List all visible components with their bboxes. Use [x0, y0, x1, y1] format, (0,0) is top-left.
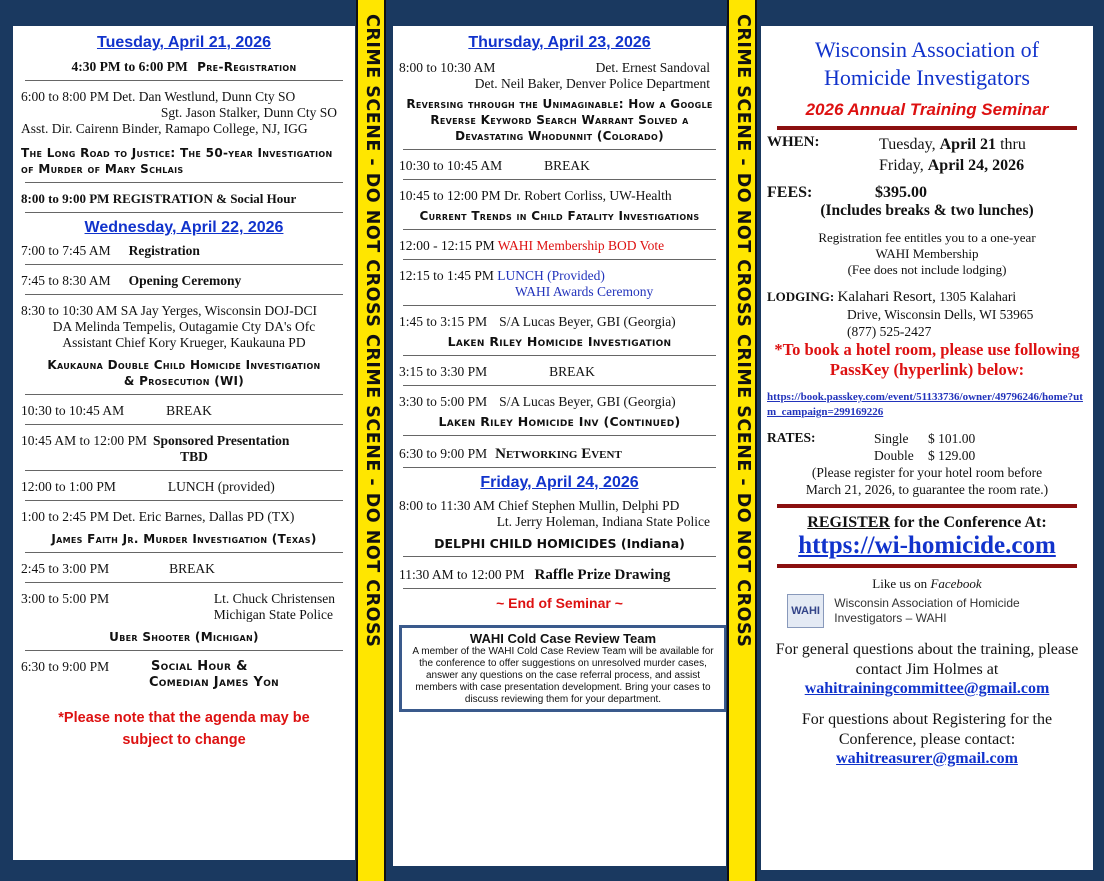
facebook-page-name[interactable]: Wisconsin Association of Homicide Investigators – WAHI — [834, 596, 1020, 625]
title-rule — [777, 126, 1077, 130]
wed-s3-time: 3:00 to 5:00 PM — [21, 591, 110, 606]
wed-s3-speaker1: Lt. Chuck Christensen — [213, 591, 335, 606]
tue-session1-speaker1: Det. Dan Westlund, Dunn Cty SO — [112, 89, 296, 104]
rates-label: RATES: — [767, 430, 816, 445]
divider — [403, 435, 716, 436]
cold-case-body: A member of the WAHI Cold Case Review Team will be available for the conference to offer suggestions on unresolved murder cases, answer any questions on the case referral process, and assist members with case presentation development. Bring your cases to discuss reviewing them for your department. — [412, 646, 714, 705]
register-word: REGISTER — [807, 514, 890, 531]
thu-break2-time: 3:15 to 3:30 PM — [399, 364, 488, 379]
thu-s3-title: Laken Riley Homicide Investigation — [447, 334, 672, 349]
treasurer-email[interactable]: wahitreasurer@gmail.com — [836, 750, 1018, 767]
lodging-phone: (877) 525-2427 — [847, 324, 932, 339]
divider — [25, 650, 343, 651]
prereg-label: Pre-Registration — [197, 60, 297, 74]
wed-sp-tbd: TBD — [180, 449, 208, 464]
divider — [25, 294, 343, 295]
when-line2-date: April 24, 2026 — [927, 157, 1025, 174]
wed-break2-time: 2:45 to 3:00 PM — [21, 561, 110, 576]
thu-s1-title: Reversing through the Unimaginable: How a Google Reverse Keyword Search Warrant Solved a Devastating Whodunnit (Colorado) — [406, 97, 713, 143]
wednesday-heading: Wednesday, April 22, 2026 — [84, 219, 284, 236]
fri-s1-line2: Lt. Jerry Holeman, Indiana State Police — [496, 514, 710, 529]
lodging-addr2: Drive, Wisconsin Dells, WI 53965 — [847, 307, 1034, 322]
when-line1-date: April 21 — [939, 136, 997, 153]
thursday-friday-panel — [393, 26, 726, 866]
thu-break2-label: BREAK — [549, 364, 595, 379]
lodging-name: Kalahari Resort, — [837, 289, 936, 305]
tue-registration-line: 8:00 to 9:00 PM REGISTRATION & Social Hour — [21, 191, 297, 206]
wed-break1-label: BREAK — [166, 403, 212, 418]
thu-break1-label: BREAK — [544, 158, 590, 173]
thursday-heading: Thursday, April 23, 2026 — [468, 34, 651, 51]
lodging-addr1: 1305 Kalahari — [939, 289, 1017, 304]
thu-break1-time: 10:30 to 10:45 AM — [399, 158, 503, 173]
prereg-time: 4:30 PM to 6:00 PM — [71, 59, 188, 74]
wed-lunch-label: LUNCH (provided) — [167, 479, 275, 494]
divider — [25, 424, 343, 425]
agenda-note: *Please note that the agenda may be subject to change — [58, 710, 310, 748]
training-email[interactable]: wahitrainingcommittee@gmail.com — [804, 680, 1050, 697]
thu-s1-speaker1: Det. Ernest Sandoval — [595, 60, 710, 75]
divider — [403, 305, 716, 306]
divider — [25, 264, 343, 265]
wed-s1-title: Kaukauna Double Child Homicide Investigation & Prosecution (WI) — [47, 358, 321, 388]
end-of-seminar: ~ End of Seminar ~ — [496, 595, 623, 611]
cold-case-box — [399, 625, 726, 712]
wed-social-label1: Social Hour & — [151, 659, 248, 674]
thu-s4-speaker: S/A Lucas Beyer, GBI (Georgia) — [499, 394, 676, 409]
wed-s2-title: James Faith Jr. Murder Investigation (Texas) — [51, 532, 317, 546]
wed-s1-line3: Assistant Chief Kory Krueger, Kaukauna PD — [62, 335, 306, 350]
thu-net-time: 6:30 to 9:00 PM — [399, 446, 488, 461]
reg-note2: WAHI Membership — [875, 246, 979, 261]
wed-s3-title: Uber Shooter (Michigan) — [109, 630, 259, 644]
reg-note3: (Fee does not include lodging) — [847, 262, 1007, 277]
fees-amount: $395.00 — [875, 184, 927, 201]
divider — [25, 80, 343, 81]
thu-s2-line: 10:45 to 12:00 PM Dr. Robert Corliss, UW-Health — [399, 188, 672, 203]
thu-s4-time: 3:30 to 5:00 PM — [399, 394, 488, 409]
tue-session1-time: 6:00 to 8:00 PM — [21, 89, 110, 104]
wed-sp-label: Sponsored Presentation — [153, 433, 290, 448]
passkey-link[interactable]: https://book.passkey.com/event/51133736/owner/49796246/home?utm_campaign=299169226 — [767, 391, 1083, 418]
when-line1-pre: Tuesday, — [879, 136, 936, 153]
reg-note1: Registration fee entitles you to a one-year — [818, 230, 1036, 245]
wed-s2-speaker: Det. Eric Barnes, Dallas PD (TX) — [112, 509, 295, 524]
wed-open-time: 7:45 to 8:30 AM — [21, 273, 111, 288]
thu-bod-label: WAHI Membership BOD Vote — [497, 238, 665, 253]
thu-awards-label: WAHI Awards Ceremony — [515, 284, 654, 299]
tape-text: CRIME SCENE - DO NOT CROSS CRIME SCENE - DO NOT CROSS — [733, 14, 753, 648]
when-line1-post: thru — [1000, 136, 1026, 153]
tape-text: CRIME SCENE - DO NOT CROSS CRIME SCENE - DO NOT CROSS — [362, 14, 382, 648]
org-name-line1: Wisconsin Association of — [815, 37, 1039, 62]
info-panel — [761, 26, 1093, 870]
double-price: $ 129.00 — [928, 448, 976, 463]
rates-note2: March 21, 2026, to guarantee the room rate.) — [805, 482, 1049, 497]
thu-lunch-label: LUNCH (Provided) — [497, 268, 605, 283]
divider — [25, 470, 343, 471]
divider — [25, 582, 343, 583]
crime-scene-tape-left — [356, 0, 386, 881]
thu-s1-speaker2: Det. Neil Baker, Denver Police Department — [474, 76, 710, 91]
register-rule-top — [777, 504, 1077, 508]
register-rule-bottom — [777, 564, 1077, 568]
divider — [403, 259, 716, 260]
tue-session1-title: The Long Road to Justice: The 50-year Investigation of Murder of Mary Schlais — [21, 146, 333, 176]
tuesday-wednesday-panel — [13, 26, 355, 860]
divider — [403, 149, 716, 150]
divider — [25, 500, 343, 501]
single-price: $ 101.00 — [928, 431, 976, 446]
divider — [25, 394, 343, 395]
rates-note1: (Please register for your hotel room before — [811, 465, 1043, 480]
cold-case-title: WAHI Cold Case Review Team — [469, 631, 657, 646]
book-note: *To book a hotel room, please use following PassKey (hyperlink) below: — [774, 340, 1080, 379]
wed-open-label: Opening Ceremony — [128, 273, 242, 288]
divider — [25, 212, 343, 213]
divider — [403, 556, 716, 557]
wed-s1-line1: 8:30 to 10:30 AM SA Jay Yerges, Wisconsin DOJ-DCI — [21, 303, 317, 318]
divider — [403, 229, 716, 230]
fees-note: (Includes breaks & two lunches) — [820, 202, 1034, 219]
fri-raffle-time: 11:30 AM to 12:00 PM — [399, 567, 525, 582]
org-name-line2: Homicide Investigators — [824, 65, 1030, 90]
website-link[interactable]: https://wi-homicide.com — [798, 532, 1056, 559]
seminar-title: 2026 Annual Training Seminar — [805, 100, 1049, 119]
facebook-word[interactable]: Facebook — [930, 576, 982, 591]
divider — [403, 467, 716, 468]
lodging-label: LODGING: — [767, 289, 835, 304]
tue-session1-speaker2: Sgt. Jason Stalker, Dunn Cty SO — [160, 105, 337, 120]
single-label: Single — [874, 431, 909, 446]
fees-label: FEES: — [767, 184, 813, 201]
general-questions: For general questions about the training, please contact Jim Holmes at — [775, 641, 1079, 678]
wed-break1-time: 10:30 to 10:45 AM — [21, 403, 125, 418]
register-questions: For questions about Registering for the Conference, please contact: — [801, 711, 1053, 748]
thu-s3-time: 1:45 to 3:15 PM — [399, 314, 488, 329]
wed-social-label2: Comedian James Yon — [148, 675, 280, 690]
when-label: WHEN: — [767, 134, 820, 150]
wed-sp-time: 10:45 AM to 12:00 PM — [21, 433, 148, 448]
wed-reg-label: Registration — [128, 243, 200, 258]
fri-s1-line1: 8:00 to 11:30 AM Chief Stephen Mullin, Delphi PD — [399, 498, 680, 513]
fri-s1-title: DELPHI CHILD HOMICIDES (Indiana) — [434, 536, 685, 551]
thu-s4-title: Laken Riley Homicide Inv (Continued) — [438, 414, 681, 429]
when-line2-pre: Friday, — [879, 157, 924, 174]
divider — [403, 355, 716, 356]
divider — [25, 552, 343, 553]
wed-lunch-time: 12:00 to 1:00 PM — [21, 479, 116, 494]
divider — [403, 179, 716, 180]
wed-s3-speaker2: Michigan State Police — [213, 607, 333, 622]
register-rest: for the Conference At: — [894, 514, 1047, 531]
thu-bod-time: 12:00 - 12:15 PM — [399, 238, 495, 253]
wed-social-time: 6:30 to 9:00 PM — [21, 659, 110, 674]
wed-reg-time: 7:00 to 7:45 AM — [21, 243, 111, 258]
divider — [403, 385, 716, 386]
crime-scene-tape-right — [727, 0, 757, 881]
wed-s1-line2: DA Melinda Tempelis, Outagamie Cty DA's Ofc — [52, 319, 316, 334]
thu-s2-title: Current Trends in Child Fatality Investigations — [419, 209, 700, 223]
thu-net-label: Networking Event — [495, 446, 622, 462]
friday-heading: Friday, April 24, 2026 — [480, 474, 639, 491]
thu-s1-time: 8:00 to 10:30 AM — [399, 60, 496, 75]
tue-session1-speaker3: Asst. Dir. Cairenn Binder, Ramapo College, NJ, IGG — [21, 121, 308, 136]
thu-lunch-time: 12:15 to 1:45 PM — [399, 268, 494, 283]
divider — [25, 182, 343, 183]
tuesday-heading: Tuesday, April 21, 2026 — [96, 34, 271, 51]
wahi-logo: WAHI — [787, 594, 824, 628]
wed-break2-label: BREAK — [169, 561, 215, 576]
double-label: Double — [874, 448, 914, 463]
divider — [403, 588, 716, 589]
fri-raffle-label: Raffle Prize Drawing — [534, 567, 671, 583]
facebook-pre: Like us on — [872, 576, 928, 591]
wed-s2-time: 1:00 to 2:45 PM — [21, 509, 110, 524]
thu-s3-speaker: S/A Lucas Beyer, GBI (Georgia) — [499, 314, 676, 329]
